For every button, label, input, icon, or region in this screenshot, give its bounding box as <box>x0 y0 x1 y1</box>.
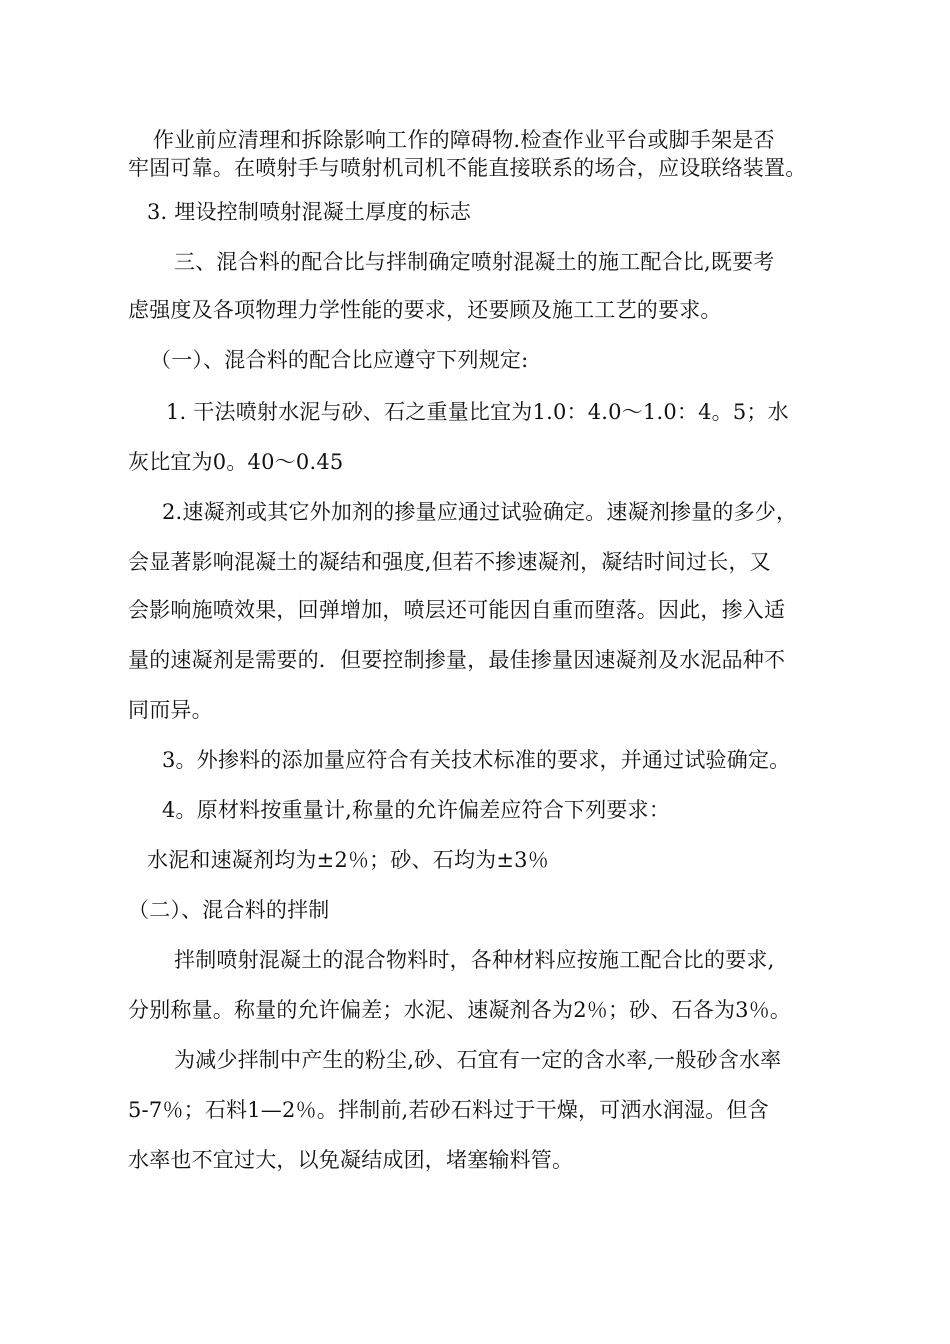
text-line: 牢固可靠。在喷射手与喷射机司机不能直接联系的场合，应设联络装置。 <box>128 156 807 180</box>
text-line: 灰比宜为0。40〜0.45 <box>128 450 344 474</box>
section-heading: （一）、混合料的配合比应遵守下列规定: <box>150 348 529 372</box>
text-line: 5-7％；石料1—2％。拌制前,若砂石料过于干燥，可洒水润湿。但含 <box>128 1098 769 1122</box>
section-heading: 3. 埋设控制喷射混凝土厚度的标志 <box>147 200 472 224</box>
text-line: 作业前应清理和拆除影响工作的障碍物.检查作业平台或脚手架是否 <box>153 128 775 152</box>
text-line: 水率也不宜过大，以免凝结成团，堵塞输料管。 <box>128 1148 574 1172</box>
text-line: 水泥和速凝剂均为±2％；砂、石均为±3％ <box>147 848 549 872</box>
text-line: 为减少拌制中产生的粉尘,砂、石宜有一定的含水率,一般砂含水率 <box>174 1048 782 1072</box>
text-line: 4。原材料按重量计,称量的允许偏差应符合下列要求： <box>162 798 671 822</box>
text-line: 会显著影响混凝土的凝结和强度,但若不掺速凝剂，凝结时间过长，又 <box>128 550 771 574</box>
text-line: 2.速凝剂或其它外加剂的掺量应通过试验确定。速凝剂掺量的多少， <box>162 500 798 524</box>
text-line: 三、混合料的配合比与拌制确定喷射混凝土的施工配合比,既要考 <box>174 250 775 274</box>
text-line: 3。外掺料的添加量应符合有关技术标准的要求，并通过试验确定。 <box>162 748 791 772</box>
text-line: 虑强度及各项物理力学性能的要求，还要顾及施工工艺的要求。 <box>128 298 722 322</box>
text-line: 量的速凝剂是需要的．但要控制掺量，最佳掺量因速凝剂及水泥品种不 <box>128 648 786 672</box>
text-line: 拌制喷射混凝土的混合物料时，各种材料应按施工配合比的要求, <box>174 948 775 972</box>
text-line: 会影响施喷效果，回弹增加，喷层还可能因自重而堕落。因此，掺入适 <box>128 598 786 622</box>
section-heading: （二）、混合料的拌制 <box>128 898 330 922</box>
text-line: 分别称量。称量的允许偏差；水泥、速凝剂各为2％；砂、石各为3％。 <box>128 998 792 1022</box>
text-line: 1. 干法喷射水泥与砂、石之重量比宜为1.0：4.0〜1.0：4。5；水 <box>166 400 789 424</box>
text-line: 同而异。 <box>128 698 213 722</box>
